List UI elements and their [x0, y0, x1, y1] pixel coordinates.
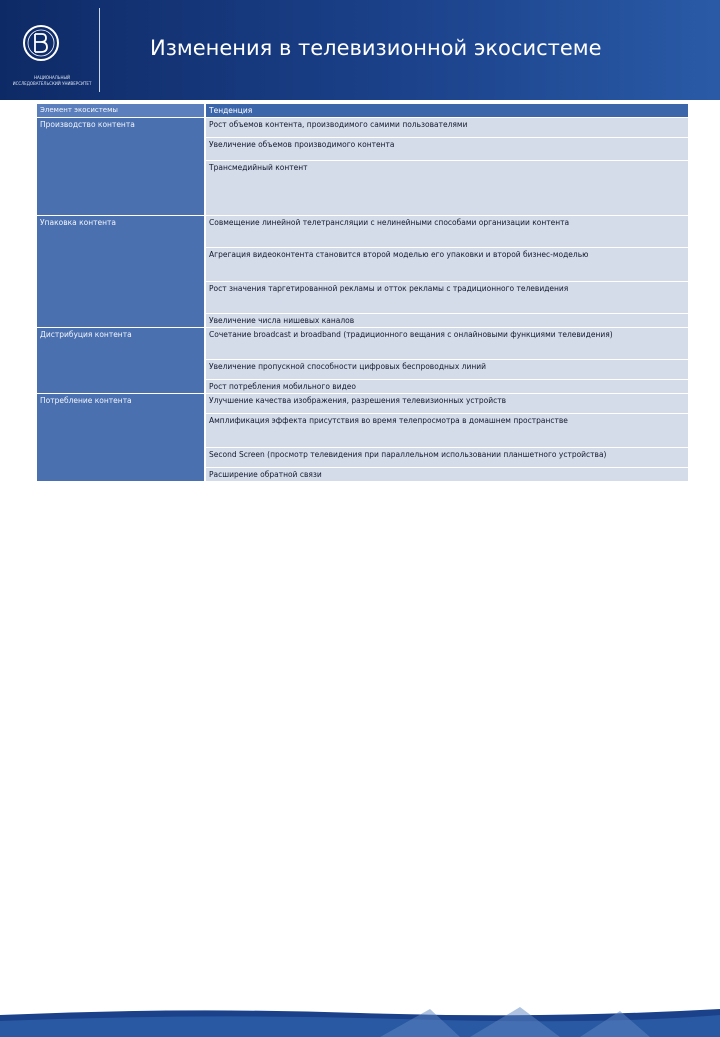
element-production: Производство контента — [37, 118, 205, 216]
element-distribution: Дистрибуция контента — [37, 328, 205, 394]
element-consumption: Потребление контента — [37, 394, 205, 482]
page-title: Изменения в телевизионной экосистеме — [150, 36, 602, 60]
table-row — [37, 394, 688, 414]
trends-table — [37, 104, 688, 482]
trend-cell: Расширение обратной связи — [205, 468, 688, 482]
table-row — [37, 216, 688, 248]
trend-cell: Амплификация эффекта присутствия во время телепросмотра в домашнем пространстве — [205, 414, 688, 448]
university-logo-icon — [22, 24, 60, 62]
element-packaging: Упаковка контента — [37, 216, 205, 328]
table-row — [37, 118, 688, 138]
trend-cell: Рост объемов контента, производимого самими пользователями — [205, 118, 688, 138]
trend-cell: Рост потребления мобильного видео — [205, 380, 688, 394]
footer-wave-decoration — [0, 1003, 720, 1037]
table-row — [37, 328, 688, 360]
trend-cell: Агрегация видеоконтента становится второй моделью его упаковки и второй бизнес-моделью — [205, 248, 688, 282]
trend-cell: Увеличение объемов производимого контента — [205, 138, 688, 161]
trend-cell: Second Screen (просмотр телевидения при параллельном использовании планшетного устройства) — [205, 448, 688, 468]
trend-cell: Трансмедийный контент — [205, 161, 688, 216]
header-trend: Тенденция — [205, 104, 688, 118]
trend-cell: Увеличение пропускной способности цифровых беспроводных линий — [205, 360, 688, 380]
table-header-row — [37, 104, 688, 118]
header-banner — [0, 0, 720, 100]
header-divider — [99, 8, 100, 92]
header-element: Элемент экосистемы — [37, 104, 205, 118]
trend-cell: Улучшение качества изображения, разрешения телевизионных устройств — [205, 394, 688, 414]
logo-caption: НАЦИОНАЛЬНЫЙ ИССЛЕДОВАТЕЛЬСКИЙ УНИВЕРСИТЕТ — [12, 75, 92, 86]
footer-band — [0, 497, 720, 540]
trend-cell: Совмещение линейной телетрансляции с нелинейными способами организации контента — [205, 216, 688, 248]
trend-cell: Рост значения таргетированной рекламы и отток рекламы с традиционного телевидения — [205, 282, 688, 314]
trend-cell: Увеличение числа нишевых каналов — [205, 314, 688, 328]
trend-cell: Сочетание broadcast и broadband (традиционного вещания с онлайновыми функциями телевидения) — [205, 328, 688, 360]
